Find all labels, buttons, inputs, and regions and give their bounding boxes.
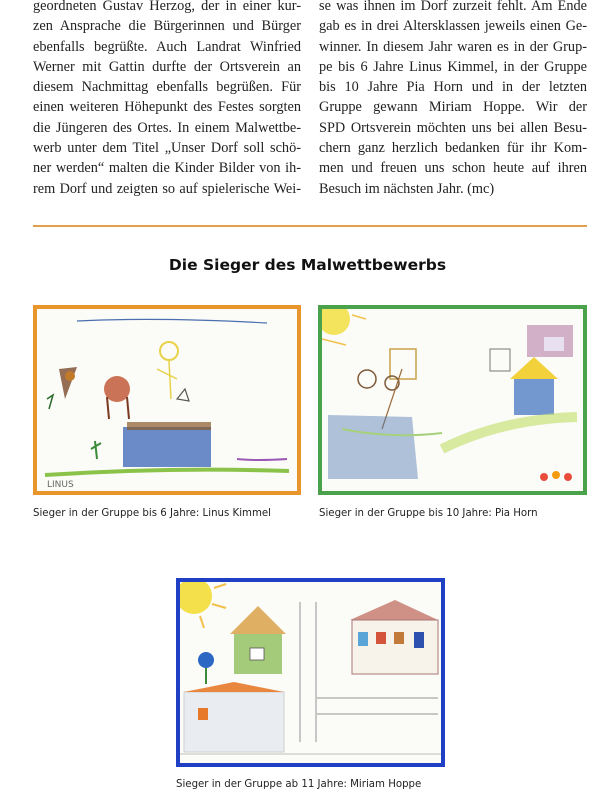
article-column-right xyxy=(319,0,587,199)
text-line: geordneten Gustav Herzog, der in einer kur- xyxy=(33,0,301,14)
text-line: gab es in drei Altersklassen jeweils einen Ge- xyxy=(319,18,587,35)
section-divider xyxy=(33,225,587,227)
text-line: zen Ansprache die Bürgerinnen und Bürger xyxy=(33,18,301,35)
text-line: diesem Nachmittag ebenfalls begrüßen. Für xyxy=(33,79,301,96)
text-line: Gruppe gewann Miriam Hoppe. Wir der xyxy=(319,99,587,116)
text-line: bis 10 Jahre Pia Horn und in der letzten xyxy=(319,79,587,96)
text-line: chern ganz herzlich bedanken für ihr Kom- xyxy=(319,140,587,157)
drawing-frame-pia xyxy=(318,305,587,495)
drawing-frame-miriam xyxy=(176,578,445,767)
drawing-caption: Sieger in der Gruppe bis 6 Jahre: Linus Kimmel xyxy=(33,508,271,519)
text-line: SPD Ortsverein möchten uns bei allen Besu- xyxy=(319,119,587,136)
text-line: se was ihnen im Dorf zurzeit fehlt. Am Ende xyxy=(319,0,587,14)
child-drawing-village-pia xyxy=(322,309,583,491)
text-line: pe bis 6 Jahre Linus Kimmel, in der Gruppe xyxy=(319,58,587,75)
text-line: rem Dorf und zeigten so auf spielerische Wei- xyxy=(33,180,301,197)
article-column-left xyxy=(33,0,301,199)
section-heading: Die Sieger des Malwettbewerbs xyxy=(168,256,447,274)
text-line: Besuch im nächsten Jahr. (mc) xyxy=(319,180,495,197)
drawing-signature: LINUS xyxy=(47,480,74,490)
child-drawing-village-linus xyxy=(37,309,297,491)
drawing-caption: Sieger in der Gruppe bis 10 Jahre: Pia Horn xyxy=(319,508,538,519)
text-line: werb unter dem Titel „Unser Dorf soll schö- xyxy=(33,140,301,157)
child-drawing-village-miriam xyxy=(180,582,441,763)
text-line: ner werden“ malten die Kinder Bilder von ih- xyxy=(33,160,301,177)
text-line: die Jüngeren des Ortes. In einem Malwettbe- xyxy=(33,119,301,136)
drawing-caption: Sieger in der Gruppe ab 11 Jahre: Miriam Hoppe xyxy=(176,779,422,790)
drawing-frame-linus xyxy=(33,305,301,495)
text-line: einen weiteren Höhepunkt des Festes sorgten xyxy=(33,99,301,116)
text-line: Werner mit Gattin durfte der Ortsverein an xyxy=(33,58,301,75)
text-line: men und freuen uns schon heute auf ihren xyxy=(319,160,587,177)
text-line: ebenfalls begrüßte. Auch Landrat Winfried xyxy=(33,38,301,55)
text-line: winner. In diesem Jahr waren es in der Grup- xyxy=(319,38,587,55)
